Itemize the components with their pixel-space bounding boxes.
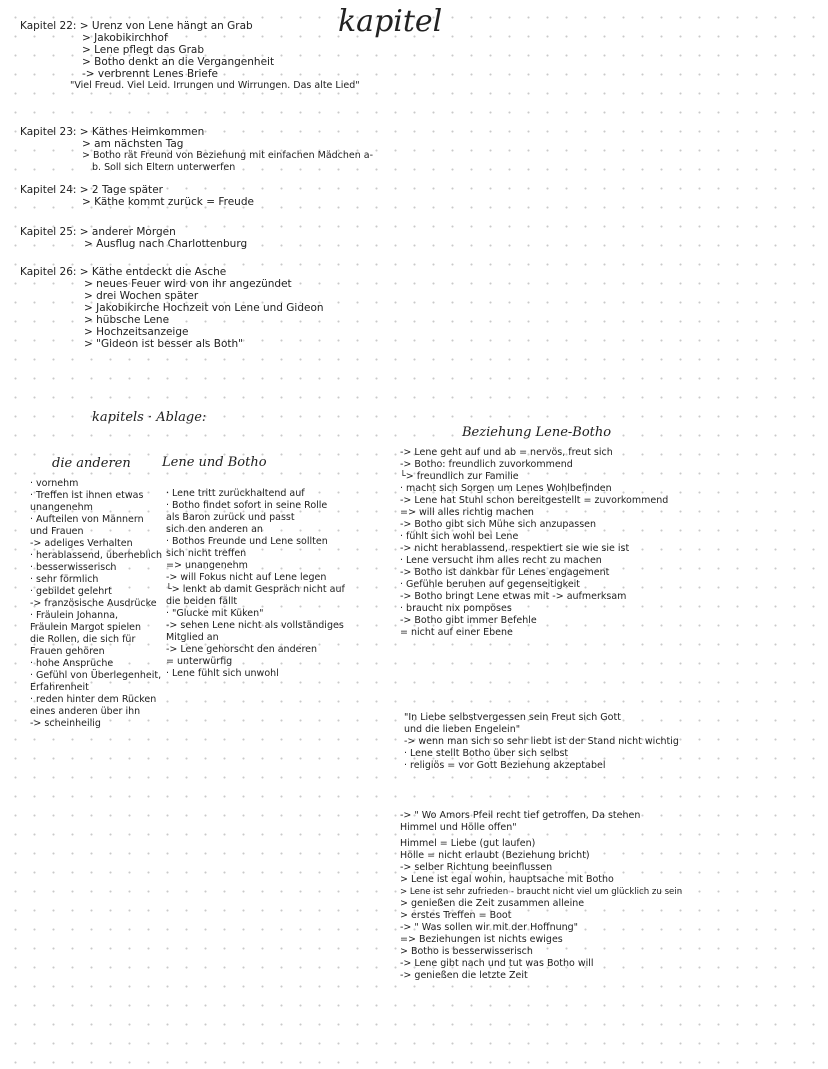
note-line: -> Botho gibt sich Mühe sich anzupassen: [400, 519, 597, 530]
note-line: -> Lene geht auf und ab = nervös, freut sich: [400, 447, 613, 458]
note-line: · sehr förmlich: [30, 574, 99, 585]
note-line: und die lieben Engelein": [404, 724, 521, 735]
note-line: Kapitel 24: > 2 Tage später: [20, 184, 163, 196]
note-line: = nicht auf einer Ebene: [400, 627, 513, 638]
note-line: └> freundlich zur Familie: [400, 471, 519, 482]
note-line: Kapitel 26: > Käthe entdeckt die Asche: [20, 266, 227, 278]
note-line: · Treffen ist ihnen etwas: [30, 490, 144, 501]
note-line: -> adeliges Verhalten: [30, 538, 133, 549]
note-line: Kapitel 23: > Käthes Heimkommen: [20, 126, 205, 138]
note-line: > Lene ist egal wohin, hauptsache mit Botho: [400, 874, 614, 885]
note-line: -> Lene gehorscht den anderen: [166, 644, 318, 655]
note-line: -> Botho: freundlich zuvorkommend: [400, 459, 573, 470]
beziehung-column: [400, 447, 668, 639]
note-line: -> Lene hat Stuhl schon bereitgestellt = zuvorkommend: [400, 495, 669, 506]
note-line: -> sehen Lene nicht als vollständiges: [166, 620, 344, 631]
note-line: und Frauen: [30, 526, 84, 537]
note-line: · Gefühle beruhen auf gegenseitigkeit: [400, 579, 581, 590]
note-line: -> selber Richtung beeinflussen: [400, 862, 553, 873]
chapter-24-notes: [20, 184, 254, 208]
note-line: eines anderen über ihn: [30, 706, 141, 717]
note-line: Himmel = Liebe (gut laufen): [400, 838, 536, 849]
page-title: kapitel: [338, 4, 443, 39]
note-line: > Jakobikirchhof: [82, 32, 168, 44]
note-line: > Lene pflegt das Grab: [82, 44, 205, 56]
note-line: > Botho rät Freund von Beziehung mit einfachen Mädchen a-: [82, 150, 374, 161]
note-line: -> nicht herablassend, respektiert sie wie sie ist: [400, 543, 630, 554]
note-line: · vornehm: [30, 478, 79, 489]
note-line: · Botho findet sofort in seine Rolle: [166, 500, 328, 511]
note-line: · besserwisserisch: [30, 562, 117, 573]
note-line: -> Botho ist dankbar für Lenes engagement: [400, 567, 610, 578]
chapter-22-notes: [20, 20, 360, 92]
note-line: als Baron zurück und passt: [166, 512, 295, 523]
note-line: Frauen gehören: [30, 646, 105, 657]
note-line: · religiös = vor Gott Beziehung akzeptabel: [404, 760, 606, 771]
note-line: · braucht nix pompöses: [400, 603, 512, 614]
note-line: · "Glucke mit Küken": [166, 608, 264, 619]
note-line: · Lene fühlt sich unwohl: [166, 668, 279, 679]
note-line: · hohe Ansprüche: [30, 658, 114, 669]
lene-botho-heading: Lene und Botho: [162, 455, 267, 470]
note-line: -> wenn man sich so sehr liebt ist der Stand nicht wichtig: [404, 736, 679, 747]
beziehung-quote-1: [404, 712, 679, 772]
note-line: · Aufteilen von Männern: [30, 514, 144, 525]
note-line: "Viel Freud. Viel Leid. Irrungen und Wirrungen. Das alte Lied": [70, 80, 360, 91]
note-line: Mitglied an: [166, 632, 219, 643]
chapter-26-notes: [20, 266, 324, 350]
note-line: · Lene tritt zurückhaltend auf: [166, 488, 305, 499]
chapter-23-notes: [20, 126, 373, 174]
anderen-heading: die anderen: [52, 456, 131, 471]
note-line: └> lenkt ab damit Gespräch nicht auf: [166, 584, 345, 595]
note-line: · reden hinter dem Rücken: [30, 694, 157, 705]
note-line: Kapitel 22: > Urenz von Lene hängt an Grab: [20, 20, 253, 32]
note-line: > Jakobikirche Hochzeit von Lene und Gideon: [84, 302, 324, 314]
note-line: > Botho is besserwisserisch: [400, 946, 533, 957]
section-title: kapitels · Ablage:: [92, 410, 207, 425]
note-line: > am nächsten Tag: [82, 138, 184, 150]
note-line: · fühlt sich wohl bei Lene: [400, 531, 519, 542]
note-line: > neues Feuer wird von ihr angezündet: [84, 278, 292, 290]
note-line: unangenehm: [30, 502, 93, 513]
note-line: => will alles richtig machen: [400, 507, 534, 518]
note-line: -> " Wo Amors Pfeil recht tief getroffen, Da stehen: [400, 810, 641, 821]
note-line: -> genießen die letzte Zeit: [400, 970, 528, 981]
note-line: > Lene ist sehr zufrieden - braucht nicht viel um glücklich zu sein: [400, 887, 683, 897]
note-line: · gebildet gelehrt: [30, 586, 112, 597]
note-line: -> will Fokus nicht auf Lene legen: [166, 572, 327, 583]
note-line: Fräulein Margot spielen: [30, 622, 141, 633]
note-line: > "Gideon ist besser als Both": [84, 338, 243, 350]
note-line: sich nicht treffen: [166, 548, 247, 559]
note-line: · Bothos Freunde und Lene sollten: [166, 536, 328, 547]
note-line: Himmel und Hölle offen": [400, 822, 517, 833]
note-line: -> französische Ausdrücke: [30, 598, 157, 609]
note-line: => unangenehm: [166, 560, 248, 571]
note-line: Hölle = nicht erlaubt (Beziehung bricht): [400, 850, 590, 861]
note-line: b. Soll sich Eltern unterwerfen: [92, 162, 236, 173]
note-line: -> scheinheilig: [30, 718, 101, 729]
beziehung-quote-2: [400, 810, 682, 982]
note-line: -> verbrennt Lenes Briefe: [82, 68, 218, 80]
note-line: Kapitel 25: > anderer Morgen: [20, 226, 176, 238]
note-line: > Botho denkt an die Vergangenheit: [82, 56, 275, 68]
note-line: · macht sich Sorgen um Lenes Wohlbefinden: [400, 483, 612, 494]
note-line: die beiden fällt: [166, 596, 238, 607]
note-line: -> Lene gibt nach und tut was Botho will: [400, 958, 594, 969]
note-line: > Käthe kommt zurück = Freude: [82, 196, 254, 208]
note-line: -> Botho bringt Lene etwas mit -> aufmerksam: [400, 591, 627, 602]
note-line: = unterwürfig: [166, 656, 233, 667]
note-line: · herablassend, überheblich: [30, 550, 163, 561]
note-line: > erstes Treffen = Boot: [400, 910, 512, 921]
note-line: sich den anderen an: [166, 524, 263, 535]
note-line: -> Botho gibt immer Befehle: [400, 615, 537, 626]
note-line: "In Liebe selbstvergessen sein Freut sich Gott: [404, 712, 621, 723]
anderen-column: [30, 478, 162, 730]
note-line: · Gefühl von Überlegenheit,: [30, 670, 162, 681]
note-line: > Hochzeitsanzeige: [84, 326, 189, 338]
lene-botho-column: [166, 488, 345, 680]
note-line: > hübsche Lene: [84, 314, 170, 326]
note-line: · Lene stellt Botho über sich selbst: [404, 748, 569, 759]
beziehung-heading: Beziehung Lene-Botho: [462, 425, 612, 440]
note-line: > Ausflug nach Charlottenburg: [84, 238, 248, 250]
note-line: Erfahrenheit: [30, 682, 89, 693]
note-line: => Beziehungen ist nichts ewiges: [400, 934, 563, 945]
note-line: die Rollen, die sich für: [30, 634, 136, 645]
note-line: > genießen die Zeit zusammen alleine: [400, 898, 585, 909]
note-line: · Fräulein Johanna,: [30, 610, 119, 621]
note-line: · Lene versucht ihm alles recht zu machen: [400, 555, 602, 566]
note-line: -> " Was sollen wir mit der Hoffnung": [400, 922, 579, 933]
note-line: > drei Wochen später: [84, 290, 199, 302]
chapter-25-notes: [20, 226, 247, 250]
